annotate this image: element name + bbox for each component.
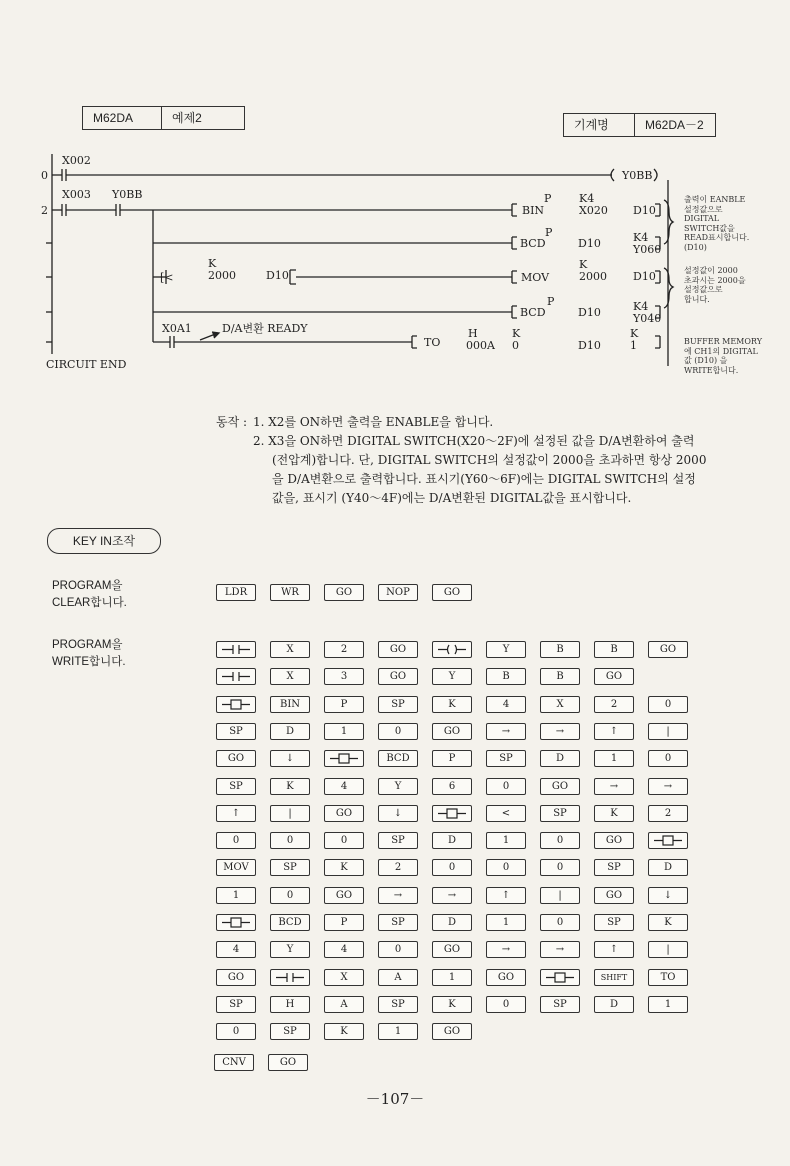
key-b[interactable]: B [540, 668, 580, 685]
to-k: K [512, 327, 521, 340]
key-go[interactable]: GO [594, 832, 634, 849]
key-go[interactable]: GO [216, 969, 256, 986]
bin-pulse: P [544, 192, 552, 205]
cmp-value: 2000 [208, 269, 236, 282]
key-ldr[interactable]: LDR [216, 584, 256, 601]
key-sp[interactable]: SP [216, 996, 256, 1013]
key-y[interactable]: Y [270, 941, 310, 958]
key-0[interactable]: 0 [540, 859, 580, 876]
key-k[interactable]: K [594, 805, 634, 822]
key-bcd[interactable]: BCD [378, 750, 418, 767]
instruction-key[interactable] [648, 832, 688, 849]
instruction-key[interactable] [432, 805, 472, 822]
key-2[interactable]: 2 [324, 641, 364, 658]
key-0[interactable]: 0 [216, 1023, 256, 1040]
key-go[interactable]: GO [594, 668, 634, 685]
key-0[interactable]: 0 [216, 832, 256, 849]
bcd1-instr: BCD [520, 237, 546, 250]
key-0[interactable]: 0 [486, 778, 526, 795]
key-p[interactable]: P [324, 696, 364, 713]
key-x[interactable]: X [324, 969, 364, 986]
key-symbol[interactable]: → [540, 723, 580, 740]
key-sp[interactable]: SP [378, 914, 418, 931]
key-1[interactable]: 1 [486, 832, 526, 849]
key-4[interactable]: 4 [324, 941, 364, 958]
key-1[interactable]: 1 [486, 914, 526, 931]
key-sp[interactable]: SP [378, 832, 418, 849]
bin-instr: BIN [522, 204, 545, 217]
to-addr: 000A [466, 339, 495, 352]
key-2[interactable]: 2 [648, 805, 688, 822]
key-sp[interactable]: SP [378, 696, 418, 713]
key-go[interactable]: GO [432, 723, 472, 740]
key-sp[interactable]: SP [594, 859, 634, 876]
key-symbol[interactable]: | [648, 723, 688, 740]
key-1[interactable]: 1 [324, 723, 364, 740]
contact-y0bb-label: Y0BB [112, 188, 143, 201]
bcd1-src: D10 [578, 237, 601, 250]
bin-src: X020 [579, 204, 608, 217]
contact-key[interactable] [216, 668, 256, 685]
key-0[interactable]: 0 [540, 914, 580, 931]
clear-label: PROGRAM을 CLEAR합니다. [52, 580, 127, 609]
key-b[interactable]: B [540, 641, 580, 658]
key-p[interactable]: P [432, 750, 472, 767]
key-go[interactable]: GO [324, 887, 364, 904]
x0a1-note: D/A변환 READY [222, 322, 308, 335]
key-symbol[interactable]: → [486, 941, 526, 958]
cmp-device: D10 [266, 269, 289, 282]
key-0[interactable]: 0 [432, 859, 472, 876]
key-k[interactable]: K [324, 859, 364, 876]
contact-key[interactable] [270, 969, 310, 986]
key-symbol[interactable]: | [270, 805, 310, 822]
header-machine-value: M62DA－2 [634, 114, 715, 136]
cmp-k: K [208, 257, 217, 270]
key-1[interactable]: 1 [432, 969, 472, 986]
operation-line-4: 을 D/A변환으로 출력합니다. 표시기(Y60～6F)에는 DIGITAL SWITCH의 설정 [272, 472, 696, 486]
to-instr: TO [424, 336, 441, 349]
key-x[interactable]: X [270, 641, 310, 658]
key-4[interactable]: 4 [324, 778, 364, 795]
key-h[interactable]: H [270, 996, 310, 1013]
operation-line-5: 값을, 표시기 (Y40～4F)에는 D/A변환된 DIGITAL값을 표시합니다. [272, 491, 632, 505]
key-shift[interactable]: SHIFT [594, 969, 634, 986]
key-k[interactable]: K [270, 778, 310, 795]
operation-line-2: 2. X3을 ON하면 DIGITAL SWITCH(X20～2F)에 설정된 값을 D/A변환하여 출력 [253, 434, 695, 448]
bcd1-pulse: P [545, 226, 553, 239]
key-0[interactable]: 0 [270, 832, 310, 849]
key-0[interactable]: 0 [486, 996, 526, 1013]
header-model: M62DA [93, 111, 134, 125]
key-symbol[interactable]: → [648, 778, 688, 795]
key-sp[interactable]: SP [540, 996, 580, 1013]
key-go[interactable]: GO [540, 778, 580, 795]
key-y[interactable]: Y [432, 668, 472, 685]
write-label: PROGRAM을 WRITE합니다. [52, 639, 126, 668]
key-go[interactable]: GO [648, 641, 688, 658]
key-go[interactable]: GO [486, 969, 526, 986]
key-2[interactable]: 2 [594, 696, 634, 713]
key-0[interactable]: 0 [648, 750, 688, 767]
operation-line-3: (전압계)합니다. 단, DIGITAL SWITCH의 설정값이 2000을 초과하면 항상 2000 [272, 453, 707, 467]
key-symbol[interactable]: → [378, 887, 418, 904]
key-symbol[interactable]: → [540, 941, 580, 958]
header-machine-box [563, 113, 716, 137]
key-3[interactable]: 3 [324, 668, 364, 685]
note-digital-switch-read: 출력이 EANBLE 설정값으로 DIGITAL SWITCH값을 READ표시합니다. (D10) [684, 195, 750, 252]
key-symbol[interactable]: ↑ [486, 887, 526, 904]
key-symbol[interactable]: ↓ [378, 805, 418, 822]
to-zero: 0 [512, 339, 519, 352]
key-p[interactable]: P [324, 914, 364, 931]
key-k[interactable]: K [432, 996, 472, 1013]
key-k[interactable]: K [432, 696, 472, 713]
key-b[interactable]: B [594, 641, 634, 658]
bcd2-k: K4 [633, 300, 649, 313]
key-a[interactable]: A [324, 996, 364, 1013]
key-go[interactable]: GO [378, 668, 418, 685]
key-sp[interactable]: SP [270, 859, 310, 876]
key-sp[interactable]: SP [270, 1023, 310, 1040]
contact-x003-label: X003 [62, 188, 91, 201]
key-symbol[interactable]: ↑ [594, 723, 634, 740]
operation-line-1: 1. X2를 ON하면 출력을 ENABLE을 합니다. [253, 415, 494, 429]
contact-key[interactable] [216, 641, 256, 658]
key-2[interactable]: 2 [378, 859, 418, 876]
mov-dst: D10 [633, 270, 656, 283]
key-symbol[interactable]: ↓ [270, 750, 310, 767]
header-example: 예제2 [161, 107, 244, 129]
instruction-key[interactable] [216, 696, 256, 713]
key-1[interactable]: 1 [648, 996, 688, 1013]
key-sp[interactable]: SP [378, 996, 418, 1013]
key-symbol[interactable]: → [486, 723, 526, 740]
key-0[interactable]: 0 [378, 941, 418, 958]
key-symbol[interactable]: → [432, 887, 472, 904]
key-symbol[interactable]: ↑ [594, 941, 634, 958]
key-sp[interactable]: SP [216, 723, 256, 740]
operation-prefix: 동작 : [216, 415, 248, 429]
key-go[interactable]: GO [216, 750, 256, 767]
key-go[interactable]: GO [432, 1023, 472, 1040]
key-0[interactable]: 0 [540, 832, 580, 849]
to-device: D10 [578, 339, 601, 352]
bcd2-src: D10 [578, 306, 601, 319]
mov-instr: MOV [521, 271, 550, 284]
key-nop[interactable]: NOP [378, 584, 418, 601]
to-h: H [468, 327, 478, 340]
key-d[interactable]: D [270, 723, 310, 740]
key-sp[interactable]: SP [540, 805, 580, 822]
header-model-box [82, 106, 245, 130]
key-k[interactable]: K [648, 914, 688, 931]
mov-k: K [579, 258, 588, 271]
page-number: －107－ [365, 1090, 425, 1108]
key-4[interactable]: 4 [486, 696, 526, 713]
key-0[interactable]: 0 [648, 696, 688, 713]
key-b[interactable]: B [486, 668, 526, 685]
key-symbol[interactable]: ↑ [216, 805, 256, 822]
key-go[interactable]: GO [324, 584, 364, 601]
key-symbol[interactable]: ↓ [648, 887, 688, 904]
key-go[interactable]: GO [324, 805, 364, 822]
instruction-key[interactable] [216, 914, 256, 931]
key-0[interactable]: 0 [486, 859, 526, 876]
key-go[interactable]: GO [268, 1054, 308, 1071]
bcd1-k: K4 [633, 231, 649, 244]
bcd2-pulse: P [547, 295, 555, 308]
bcd2-instr: BCD [520, 306, 546, 319]
key-cnv[interactable]: CNV [214, 1054, 254, 1071]
bin-k: K4 [579, 192, 595, 205]
note-limit-2000: 설정값이 2000 초과시는 2000을 설정값으로 합니다. [684, 266, 746, 304]
key-symbol[interactable]: | [540, 887, 580, 904]
circuit-end: CIRCUIT END [46, 358, 127, 371]
key-go[interactable]: GO [432, 584, 472, 601]
key-4[interactable]: 4 [216, 941, 256, 958]
key-sp[interactable]: SP [486, 750, 526, 767]
key-d[interactable]: D [432, 832, 472, 849]
key-bin[interactable]: BIN [270, 696, 310, 713]
key-symbol[interactable]: < [486, 805, 526, 822]
ladder-diagram [0, 140, 790, 380]
key-0[interactable]: 0 [324, 832, 364, 849]
coil-key[interactable] [432, 641, 472, 658]
key-y[interactable]: Y [378, 778, 418, 795]
key-symbol[interactable]: | [648, 941, 688, 958]
key-sp[interactable]: SP [594, 914, 634, 931]
key-go[interactable]: GO [432, 941, 472, 958]
instruction-key[interactable] [540, 969, 580, 986]
contact-x0a1-label: X0A1 [162, 322, 192, 335]
contact-x002-label: X002 [62, 154, 91, 167]
key-1[interactable]: 1 [594, 750, 634, 767]
key-mov[interactable]: MOV [216, 859, 256, 876]
key-d[interactable]: D [648, 859, 688, 876]
key-in-title: KEY IN조작 [47, 528, 161, 554]
to-one: 1 [630, 339, 637, 352]
key-1[interactable]: 1 [378, 1023, 418, 1040]
instruction-key[interactable] [324, 750, 364, 767]
key-y[interactable]: Y [486, 641, 526, 658]
to-k2: K [630, 327, 639, 340]
coil-y0bb-label: Y0BB [622, 169, 653, 182]
mov-value: 2000 [579, 270, 607, 283]
key-d[interactable]: D [432, 914, 472, 931]
key-sp[interactable]: SP [216, 778, 256, 795]
key-d[interactable]: D [594, 996, 634, 1013]
key-1[interactable]: 1 [216, 887, 256, 904]
key-go[interactable]: GO [594, 887, 634, 904]
header-machine-label: 기계명 [574, 118, 609, 132]
bcd1-dst: Y060 [633, 243, 662, 256]
key-wr[interactable]: WR [270, 584, 310, 601]
key-bcd[interactable]: BCD [270, 914, 310, 931]
key-x[interactable]: X [540, 696, 580, 713]
key-0[interactable]: 0 [378, 723, 418, 740]
bin-dst: D10 [633, 204, 656, 217]
bcd2-dst: Y040 [633, 312, 662, 325]
key-k[interactable]: K [324, 1023, 364, 1040]
key-d[interactable]: D [540, 750, 580, 767]
step-number-2: 2 [41, 204, 48, 217]
key-symbol[interactable]: → [594, 778, 634, 795]
note-buffer-memory-write: BUFFER MEMORY 에 CH1의 DIGITAL 값 (D10) 을 WRITE합니다. [684, 337, 762, 375]
key-x[interactable]: X [270, 668, 310, 685]
cmp-symbol: [< [160, 271, 174, 284]
step-number-0: 0 [41, 169, 48, 182]
key-a[interactable]: A [378, 969, 418, 986]
key-go[interactable]: GO [378, 641, 418, 658]
key-to[interactable]: TO [648, 969, 688, 986]
key-6[interactable]: 6 [432, 778, 472, 795]
key-0[interactable]: 0 [270, 887, 310, 904]
